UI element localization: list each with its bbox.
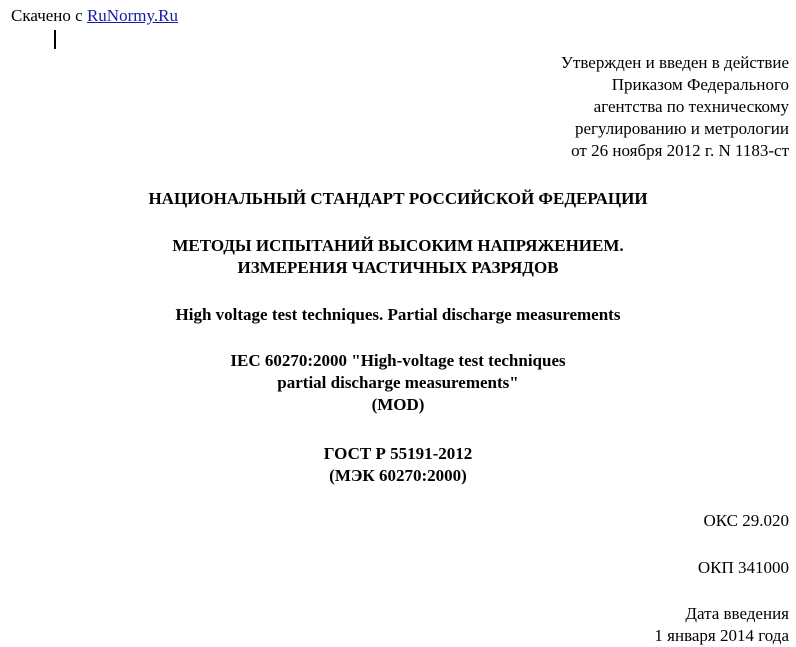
- iec-line-2: partial discharge measurements": [277, 373, 519, 392]
- downloaded-prefix: Скачено с: [11, 6, 83, 25]
- russian-title-line-1: МЕТОДЫ ИСПЫТАНИЙ ВЫСОКИМ НАПРЯЖЕНИЕМ.: [172, 236, 624, 255]
- russian-title-block: [0, 235, 796, 279]
- approval-line-5: от 26 ноября 2012 г. N 1183-ст: [571, 141, 789, 160]
- russian-title-line-2: ИЗМЕРЕНИЯ ЧАСТИЧНЫХ РАЗРЯДОВ: [237, 258, 559, 277]
- source-link[interactable]: RuNormy.Ru: [86, 6, 178, 25]
- english-title-block: [0, 304, 796, 326]
- iec-line-3: (MOD): [371, 395, 425, 414]
- national-standard-heading: [0, 188, 796, 210]
- oks-code: ОКС 29.020: [703, 511, 789, 530]
- approval-block: [561, 52, 789, 162]
- iec-line-1: IEC 60270:2000 "High-voltage test techniques: [230, 351, 566, 370]
- source-line: [11, 6, 178, 26]
- iec-equivalent: (МЭК 60270:2000): [329, 466, 467, 485]
- iec-reference-block: [0, 350, 796, 416]
- text-cursor: [54, 30, 56, 49]
- gost-block: [0, 443, 796, 487]
- approval-line-1: Утвержден и введен в действие: [560, 53, 789, 72]
- introduction-label: Дата введения: [685, 604, 789, 623]
- national-standard-title: НАЦИОНАЛЬНЫЙ СТАНДАРТ РОССИЙСКОЙ ФЕДЕРАЦИИ: [148, 189, 648, 208]
- introduction-date-block: [654, 603, 789, 647]
- english-title: High voltage test techniques. Partial discharge measurements: [175, 305, 621, 324]
- approval-line-4: регулированию и метрологии: [574, 119, 789, 138]
- approval-line-2: Приказом Федерального: [611, 75, 789, 94]
- introduction-date: 1 января 2014 года: [654, 626, 789, 645]
- approval-line-3: агентства по техническому: [593, 97, 789, 116]
- gost-number: ГОСТ Р 55191-2012: [323, 444, 473, 463]
- okp-code: ОКП 341000: [697, 558, 789, 577]
